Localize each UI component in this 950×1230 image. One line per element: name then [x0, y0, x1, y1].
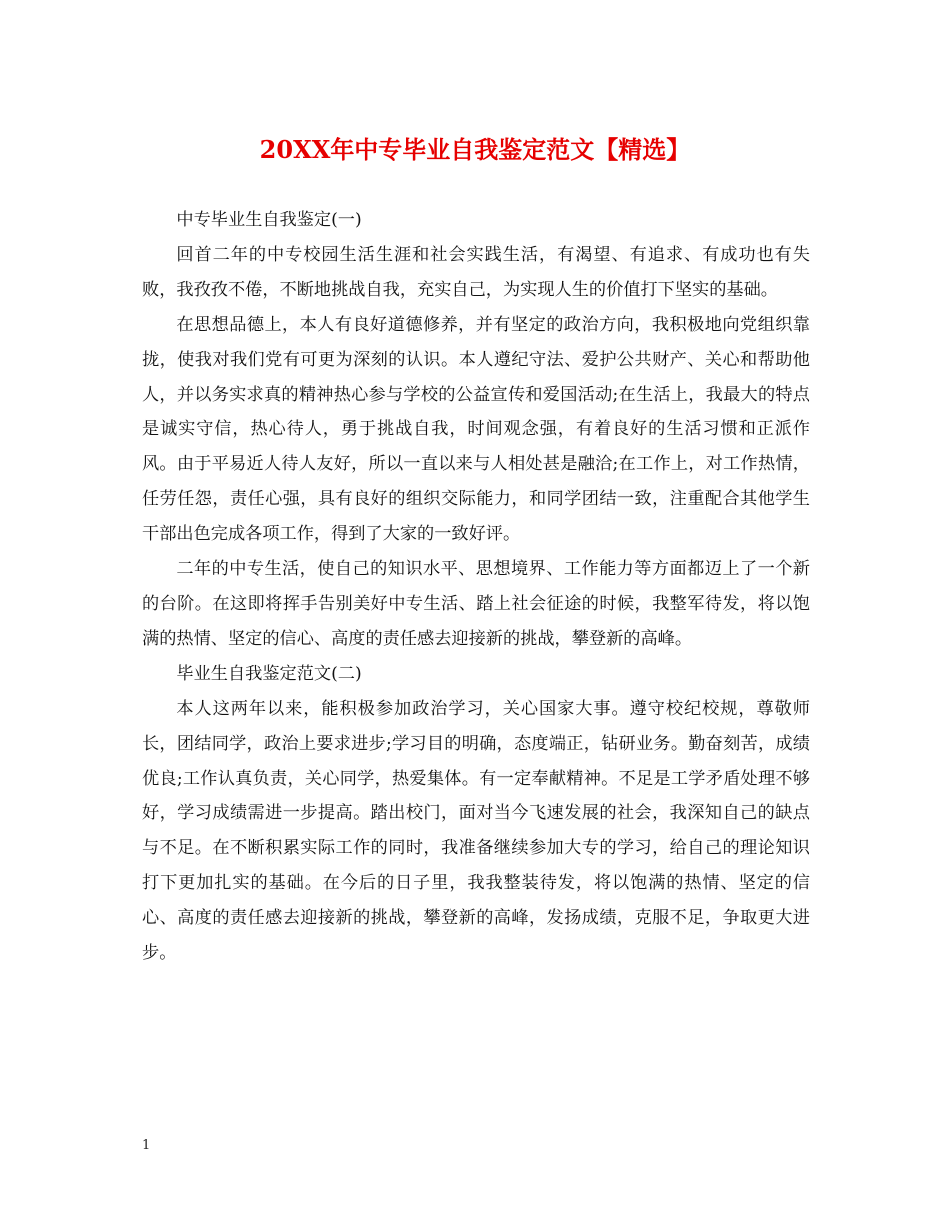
page-number: 1	[142, 1138, 151, 1153]
paragraph-2: 在思想品德上，本人有良好道德修养，并有坚定的政治方向，我积极地向党组织靠拢，使我对我们党有可更为深刻的认识。本人遵纪守法、爱护公共财产、关心和帮助他人，并以务实求真的精神热心参与学校的公益宣传和爱国活动;在生活上，我最大的特点是诚实守信，热心待人，勇于挑战自我，时间观念强，有着良好的生活习惯和正派作风。由于平易近人待人友好，所以一直以来与人相处甚是融洽;在工作上，对工作热情，任劳任怨，责任心强，具有良好的组织交际能力，和同学团结一致，注重配合其他学生干部出色完成各项工作，得到了大家的一致好评。	[142, 314, 810, 545]
document-title: 20XX年中专毕业自我鉴定范文【精选】	[259, 135, 691, 164]
paragraph-4: 本人这两年以来，能积极参加政治学习，关心国家大事。遵守校纪校规，尊敬师长，团结同学，政治上要求进步;学习目的明确，态度端正，钻研业务。勤奋刻苦，成绩优良;工作认真负责，关心同学，热爱集体。有一定奉献精神。不足是工学矛盾处理不够好，学习成绩需进一步提高。踏出校门，面对当今飞速发展的社会，我深知自己的缺点与不足。在不断积累实际工作的同时，我准备继续参加大专的学习，给自己的理论知识打下更加扎实的基础。在今后的日子里，我我整装待发，将以饱满的热情、坚定的信心、高度的责任感去迎接新的挑战，攀登新的高峰，发扬成绩，克服不足，争取更大进步。	[142, 698, 810, 964]
section-heading-2: 毕业生自我鉴定范文(二)	[176, 663, 362, 684]
section-heading-1: 中专毕业生自我鉴定(一)	[176, 210, 362, 230]
paragraph-3: 二年的中专生活，使自己的知识水平、思想境界、工作能力等方面都迈上了一个新的台阶。在这即将挥手告别美好中专生活、踏上社会征途的时候，我整军待发，将以饱满的热情、坚定的信心、高度的责任感去迎接新的挑战，攀登新的高峰。	[142, 559, 810, 649]
document-body	[142, 203, 810, 971]
paragraph-1: 回首二年的中专校园生活生涯和社会实践生活，有渴望、有追求、有成功也有失败，我孜孜不倦，不断地挑战自我，充实自己，为实现人生的价值打下坚实的基础。	[142, 244, 810, 300]
